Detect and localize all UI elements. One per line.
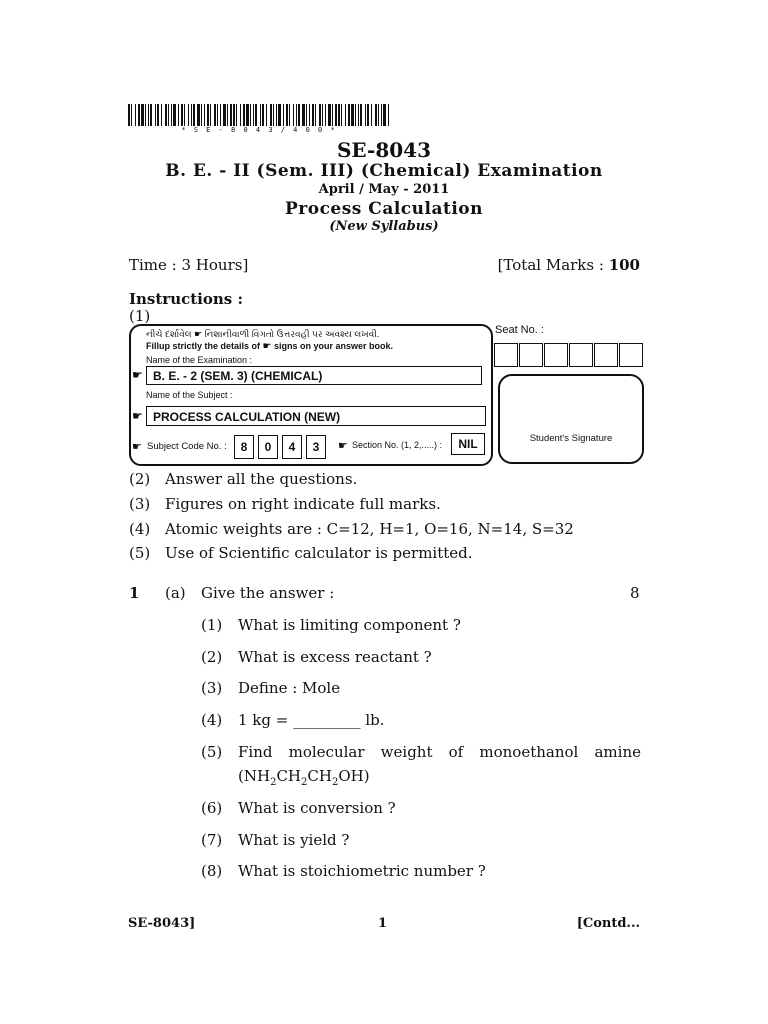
barcode-bar — [201, 104, 202, 126]
barcode-bar — [253, 104, 254, 126]
barcode-bar — [266, 104, 267, 126]
instruction-text: Figures on right indicate full marks. — [165, 495, 441, 513]
instruction-text: Answer all the questions. — [165, 470, 358, 488]
seat-number-cell — [544, 343, 568, 367]
barcode-bar — [240, 104, 241, 126]
barcode-bar — [289, 104, 290, 126]
barcode-bar — [367, 104, 369, 126]
barcode-bar — [276, 104, 277, 126]
total-marks-value: 100 — [608, 256, 640, 274]
barcode-bar — [381, 104, 382, 126]
barcode-bar — [250, 104, 251, 126]
barcode-bar — [207, 104, 209, 126]
barcode-bar — [319, 104, 321, 126]
exam-name-field: B. E. - 2 (SEM. 3) (CHEMICAL) — [146, 366, 482, 385]
seat-number-cell — [619, 343, 643, 367]
barcode-bar — [141, 104, 144, 126]
barcode-bar — [223, 104, 226, 126]
barcode-bar — [283, 104, 284, 126]
instruction-text: Use of Scientific calculator is permitted. — [165, 544, 473, 562]
fillup-text-a: Fillup strictly the details of — [146, 341, 261, 351]
subject-name-field: PROCESS CALCULATION (NEW) — [146, 406, 486, 426]
barcode-bar — [204, 104, 205, 126]
subject-code-digit: 0 — [258, 435, 278, 459]
sub-question-text: Define : Mole — [238, 679, 341, 697]
sub-question-text: What is limiting component ? — [238, 616, 461, 634]
barcode-bar — [220, 104, 221, 126]
barcode-bar — [325, 104, 326, 126]
barcode-bar — [233, 104, 235, 126]
barcode-bar — [345, 104, 346, 126]
pointing-hand-icon: ☛ — [262, 341, 272, 352]
fillup-text-b: signs on your answer book. — [274, 341, 394, 351]
barcode-bar — [286, 104, 288, 126]
barcode-bar — [168, 104, 169, 126]
pointing-hand-icon: ☛ — [132, 368, 143, 382]
signature-label: Student's Signature — [529, 433, 613, 444]
barcode-bar — [243, 104, 245, 126]
barcode-bar — [348, 104, 350, 126]
subject-code-label: Subject Code No. : — [147, 441, 227, 452]
paper-code: SE-8043 — [336, 138, 432, 162]
barcode-bar — [375, 104, 377, 126]
gujarati-instruction: નીચે દર્શાવેલ ☛ નિશાનીવાળી વિગતો ઉત્તરવહી પર અવશ્ય લખવી. — [146, 329, 380, 339]
barcode-bar — [262, 104, 264, 126]
barcode-bar — [332, 104, 333, 126]
barcode-bar — [138, 104, 140, 126]
barcode-bar — [355, 104, 356, 126]
pointing-hand-icon: ☛ — [338, 439, 348, 452]
barcode-bar — [148, 104, 149, 126]
barcode-bar — [293, 104, 294, 126]
sub-question-number: (8) — [201, 862, 223, 880]
barcode-bar — [165, 104, 167, 126]
barcode-bar — [210, 104, 211, 126]
sub-question-number: (1) — [201, 616, 223, 634]
barcode-bar — [236, 104, 237, 126]
syllabus-note: (New Syllabus) — [329, 219, 439, 234]
barcode-bar — [171, 104, 172, 126]
page-number: 1 — [378, 916, 388, 931]
barcode-bar — [378, 104, 379, 126]
sub-question-text: What is excess reactant ? — [238, 648, 432, 666]
barcode-bar — [188, 104, 189, 126]
footer-paper-code: SE-8043] — [128, 916, 196, 931]
barcode-bar — [135, 104, 136, 126]
section-number-label: Section No. (1, 2,.....) : — [352, 440, 443, 450]
sub-question-text: Find molecular weight of monoethanol amine — [238, 743, 641, 761]
pointing-hand-icon: ☛ — [132, 440, 142, 453]
barcode-bar — [214, 104, 216, 126]
barcode-bar — [178, 104, 179, 126]
barcode-bar — [230, 104, 232, 126]
barcode-bar — [184, 104, 185, 126]
barcode-bar — [260, 104, 261, 126]
seat-number-cell — [519, 343, 543, 367]
barcode-bar — [296, 104, 297, 126]
sub-question-number: (3) — [201, 679, 223, 697]
exam-title: B. E. - II (Sem. III) (Chemical) Examination — [165, 161, 603, 181]
barcode-bar — [328, 104, 331, 126]
barcode-bar — [306, 104, 307, 126]
sub-question-number: (4) — [201, 711, 223, 729]
barcode-bar — [181, 104, 183, 126]
barcode-bar — [335, 104, 337, 126]
barcode-bar — [227, 104, 228, 126]
barcode-bar — [193, 104, 195, 126]
question-text: Give the answer : — [201, 584, 335, 602]
exam-session: April / May - 2011 — [318, 182, 450, 197]
barcode-bar — [270, 104, 272, 126]
sub-question-text: What is conversion ? — [238, 799, 396, 817]
instructions-heading: Instructions : — [129, 290, 243, 308]
barcode-bar — [383, 104, 386, 126]
seat-number-label: Seat No. : — [495, 324, 544, 336]
barcode-bar — [302, 104, 305, 126]
barcode-bar — [255, 104, 257, 126]
barcode-bar — [309, 104, 310, 126]
barcode-bar — [197, 104, 200, 126]
sub-question-number: (2) — [201, 648, 223, 666]
seat-number-cell — [494, 343, 518, 367]
instruction-number: (5) — [129, 544, 151, 562]
continued-label: [Contd... — [576, 916, 640, 931]
instruction-number: (2) — [129, 470, 151, 488]
sub-question-text: What is stoichiometric number ? — [238, 862, 486, 880]
seat-number-cell — [594, 343, 618, 367]
pointing-hand-icon: ☛ — [132, 409, 143, 423]
seat-number-cell — [569, 343, 593, 367]
barcode-bar — [246, 104, 249, 126]
sub-question-number: (7) — [201, 831, 223, 849]
barcode-bar — [298, 104, 300, 126]
barcode-bar — [131, 104, 132, 126]
barcode-bar — [150, 104, 152, 126]
barcode-bar — [351, 104, 354, 126]
barcode-bar — [360, 104, 362, 126]
total-marks — [498, 256, 640, 274]
barcode-bar — [371, 104, 372, 126]
barcode-bar — [173, 104, 176, 126]
instruction-text: Atomic weights are : C=12, H=1, O=16, N=14, S=32 — [165, 520, 574, 538]
barcode-bar — [341, 104, 342, 126]
question-part: (a) — [165, 584, 186, 602]
exam-name-label: Name of the Examination : — [146, 355, 253, 365]
chemical-formula: $(NH_2CH_2CH_2OH)$ — [238, 767, 370, 788]
instruction-number: (4) — [129, 520, 151, 538]
sub-question-text: What is yield ? — [238, 831, 350, 849]
signature-box — [498, 374, 644, 464]
barcode-bar — [315, 104, 316, 126]
sub-question-number: (6) — [201, 799, 223, 817]
barcode-bar — [155, 104, 156, 126]
sub-question-text: 1 kg = _________ lb. — [238, 711, 385, 729]
barcode-text: * S E - 8 0 4 3 / 4 0 0 * — [181, 126, 337, 134]
barcode-bar — [217, 104, 218, 126]
barcode-bar — [358, 104, 359, 126]
barcode-bar — [161, 104, 162, 126]
instruction-number: (3) — [129, 495, 151, 513]
barcode-bar — [128, 104, 130, 126]
total-marks-label: [Total Marks : — [497, 256, 609, 274]
exam-time: Time : 3 Hours] — [129, 256, 249, 274]
subject-name-label: Name of the Subject : — [146, 390, 233, 400]
section-number-field: NIL — [451, 433, 485, 455]
barcode-bar — [273, 104, 274, 126]
barcode-bar — [338, 104, 340, 126]
barcode-bar — [388, 104, 389, 126]
barcode-bar — [191, 104, 192, 126]
subject-code-digit: 8 — [234, 435, 254, 459]
subject-code-digit: 3 — [306, 435, 326, 459]
barcode-bar — [157, 104, 159, 126]
barcode-bar — [145, 104, 146, 126]
barcode-bar — [365, 104, 366, 126]
question-number: 1 — [129, 584, 140, 602]
instruction-number: (1) — [129, 307, 151, 325]
subject-title: Process Calculation — [284, 199, 483, 219]
barcode-bar — [312, 104, 314, 126]
barcode-bar — [322, 104, 323, 126]
fillup-instruction — [146, 341, 393, 352]
barcode-bar — [278, 104, 281, 126]
subject-code-digit: 4 — [282, 435, 302, 459]
sub-question-number: (5) — [201, 743, 223, 761]
barcode — [128, 104, 390, 126]
question-marks: 8 — [630, 584, 640, 602]
